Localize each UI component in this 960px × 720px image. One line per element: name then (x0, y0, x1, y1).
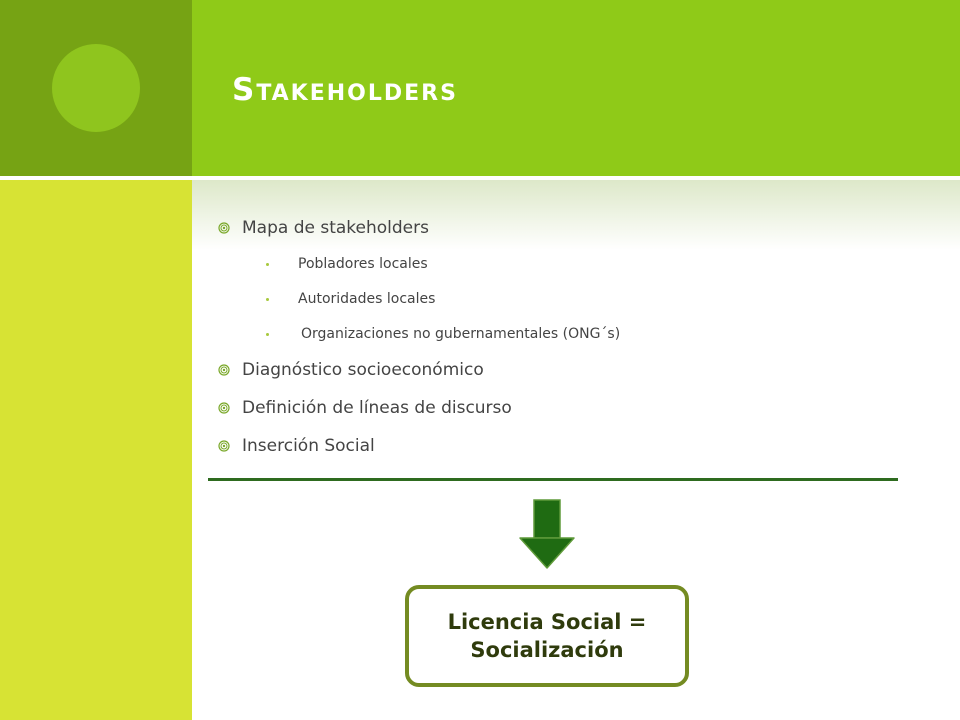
social-license-box (405, 585, 689, 687)
bullet-text: Diagnóstico socioeconómico (242, 360, 484, 380)
sub-bullet-text: Pobladores locales (298, 256, 428, 272)
bullet-item (218, 434, 898, 458)
bullet-text: Mapa de stakeholders (242, 218, 429, 238)
bullet-text: Definición de líneas de discurso (242, 398, 512, 418)
license-line-2: Socialización (470, 638, 624, 662)
bullet-list (218, 216, 898, 458)
bullet-text: Inserción Social (242, 436, 375, 456)
down-arrow-icon (518, 498, 576, 570)
dot-icon (266, 263, 269, 266)
bullet-item (218, 358, 898, 382)
sub-bullet-item (218, 254, 898, 274)
bullet-item (218, 216, 898, 240)
circle-target-icon (218, 364, 230, 376)
dot-icon (266, 333, 269, 336)
circle-target-icon (218, 440, 230, 452)
bullet-item (218, 396, 898, 420)
left-accent-bar (0, 180, 192, 720)
slide-title: Stakeholders (232, 72, 458, 108)
sub-bullet-text: Organizaciones no gubernamentales (ONG´s) (301, 326, 621, 342)
social-license-text (448, 608, 647, 664)
sub-bullet-text: Autoridades locales (298, 291, 436, 307)
license-line-1: Licencia Social = (447, 610, 647, 634)
circle-target-icon (218, 402, 230, 414)
divider-line (208, 478, 898, 481)
decorative-circle-icon (52, 44, 140, 132)
circle-target-icon (218, 222, 230, 234)
sub-bullet-item (218, 324, 898, 344)
dot-icon (266, 298, 269, 301)
sub-bullet-item (218, 289, 898, 309)
